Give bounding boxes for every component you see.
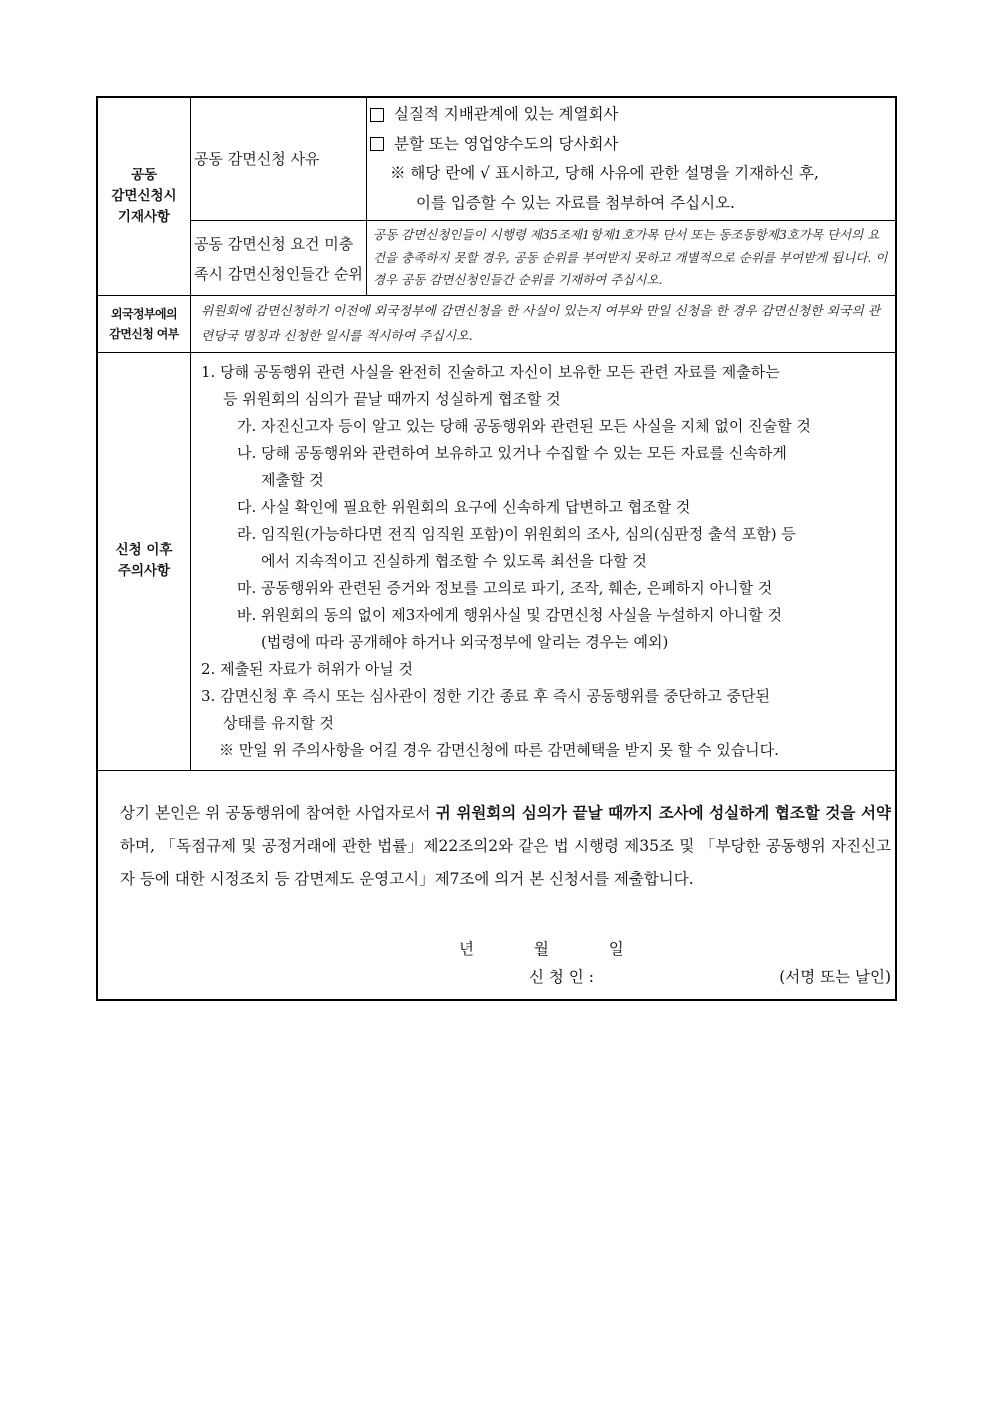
foreign-description: 위원회에 감면신청하기 이전에 외국정부에 감면신청을 한 사실이 있는지 여부와 만일 신청을 한 경우 감면신청한 외국의 관련당국 명칭과 신청한 일시를 적시하여 주십시오. — [201, 303, 881, 344]
year-label: 년 — [459, 939, 474, 958]
joint-section-label — [98, 98, 191, 295]
cautions-label-line2: 주의사항 — [117, 563, 171, 579]
checkbox-split-merger[interactable] — [370, 137, 384, 151]
option-affiliate-label: 실질적 지배관계에 있는 계열회사 — [394, 105, 619, 123]
joint-section — [98, 98, 895, 296]
day-label: 일 — [608, 939, 624, 958]
cautions-section — [98, 353, 895, 771]
joint-label-line1: 공동 — [130, 166, 158, 183]
caution-item-1-ra-cont: 에서 지속적이고 진실하게 협조할 수 있도록 최선을 다할 것 — [261, 551, 647, 570]
joint-reason-row — [191, 98, 895, 221]
applicant-line — [120, 963, 891, 991]
caution-item-1-ga: 가. 자진신고자 등이 알고 있는 당해 공동행위와 관련된 모든 사실을 지체 없이 진술할 것 — [237, 416, 811, 435]
cautions-body — [191, 353, 895, 770]
joint-section-body — [191, 98, 895, 295]
joint-label-line2: 감면신청시 — [111, 187, 177, 204]
caution-item-3-cont: 상태를 유지할 것 — [223, 713, 334, 732]
cautions-label-line1: 신청 이후 — [115, 542, 173, 558]
applicant-label: 신 청 인 : — [529, 967, 594, 986]
date-line — [120, 935, 891, 963]
joint-reason-note-line2: 이를 입증할 수 있는 자료를 첨부하여 주십시오. — [416, 193, 735, 212]
option-affiliate[interactable] — [370, 100, 892, 130]
pledge-text-bold: 귀 위원회의 심의가 끝날 때까지 조사에 성실하게 협조할 것을 서약 — [435, 803, 891, 822]
option-split-merger[interactable] — [370, 130, 892, 160]
option-split-merger-label: 분할 또는 영업양수도의 당사회사 — [394, 134, 619, 153]
foreign-section-label — [98, 296, 191, 352]
joint-reason-options — [367, 98, 895, 220]
joint-rank-row — [191, 221, 895, 295]
caution-item-1-ma: 마. 공동행위와 관련된 증거와 정보를 고의로 파기, 조작, 훼손, 은폐하지 아니할 것 — [237, 578, 773, 597]
caution-item-3: 3. 감면신청 후 즉시 또는 심사관이 정한 기간 종료 후 즉시 공동행위를 중단하고 중단된 — [201, 686, 770, 705]
pledge-text-2: 하며, 「독점규제 및 공정거래에 관한 법률」제22조의2와 같은 법 시행령 제35조 및 「부당한 공동행위 자진신고자 등에 대한 시정조치 등 감면제도 운영고시」제7조에 의거 본 신청서를 제출합니다. — [120, 836, 891, 888]
joint-label-line3: 기재사항 — [117, 208, 171, 225]
month-label: 월 — [533, 939, 549, 958]
joint-rank-description: 공동 감면신청인들이 시행령 제35조제1항제1호가목 단서 또는 동조동항제3호가목 단서의 요건을 충족하지 못할 경우, 공동 순위를 부여받지 못하고 개별적으로 순위를 부여받게 됩니다. 이 경우 공동 감면신청인들간 순위를 기재하여 주십시오. — [373, 227, 888, 287]
joint-reason-label: 공동 감면신청 사유 — [191, 98, 367, 220]
caution-item-1-na-cont: 제출할 것 — [261, 470, 324, 489]
signature-field[interactable]: (서명 또는 날인) — [779, 967, 891, 986]
caution-item-1-ba: 바. 위원회의 동의 없이 제3자에게 행위사실 및 감면신청 사실을 누설하지 아니할 것 — [237, 605, 782, 624]
caution-item-1-da: 다. 사실 확인에 필요한 위원회의 요구에 신속하게 답변하고 협조할 것 — [237, 497, 691, 516]
caution-item-2: 2. 제출된 자료가 허위가 아닐 것 — [201, 659, 414, 678]
caution-item-1-na: 나. 당해 공동행위와 관련하여 보유하고 있거나 수집할 수 있는 모든 자료를 신속하게 — [237, 443, 787, 462]
checkbox-affiliate[interactable] — [370, 108, 384, 122]
joint-reason-note-line1: ※ 해당 란에 √ 표시하고, 당해 사유에 관한 설명을 기재하신 후, — [390, 164, 819, 182]
caution-warning: ※ 만일 위 주의사항을 어길 경우 감면신청에 따른 감면혜택을 받지 못 할 수 있습니다. — [219, 740, 779, 759]
caution-item-1: 1. 당해 공동행위 관련 사실을 완전히 진술하고 자신이 보유한 모든 관련 자료를 제출하는 — [201, 362, 780, 381]
caution-item-1-ba-cont: (법령에 따라 공개해야 하거나 외국정부에 알리는 경우는 예외) — [261, 632, 669, 651]
caution-item-1-cont: 등 위원회의 심의가 끝날 때까지 성실하게 협조할 것 — [223, 389, 561, 408]
joint-rank-label: 공동 감면신청 요건 미충족시 감면신청인들간 순위 — [191, 221, 367, 295]
caution-item-1-ra: 라. 임직원(가능하다면 전직 임직원 포함)이 위원회의 조사, 심의(심판정 출석 포함) 등 — [237, 524, 796, 543]
cautions-section-label — [98, 353, 191, 770]
foreign-label-line1: 외국정부에의 — [111, 306, 177, 321]
foreign-label-line2: 감면신청 여부 — [109, 326, 179, 341]
foreign-section — [98, 296, 895, 353]
pledge-body — [98, 771, 895, 999]
pledge-text-1: 상기 본인은 위 공동행위에 참여한 사업자로서 — [120, 803, 436, 822]
pledge-section — [98, 771, 895, 999]
application-form — [96, 96, 897, 1001]
pledge-statement — [120, 797, 891, 896]
